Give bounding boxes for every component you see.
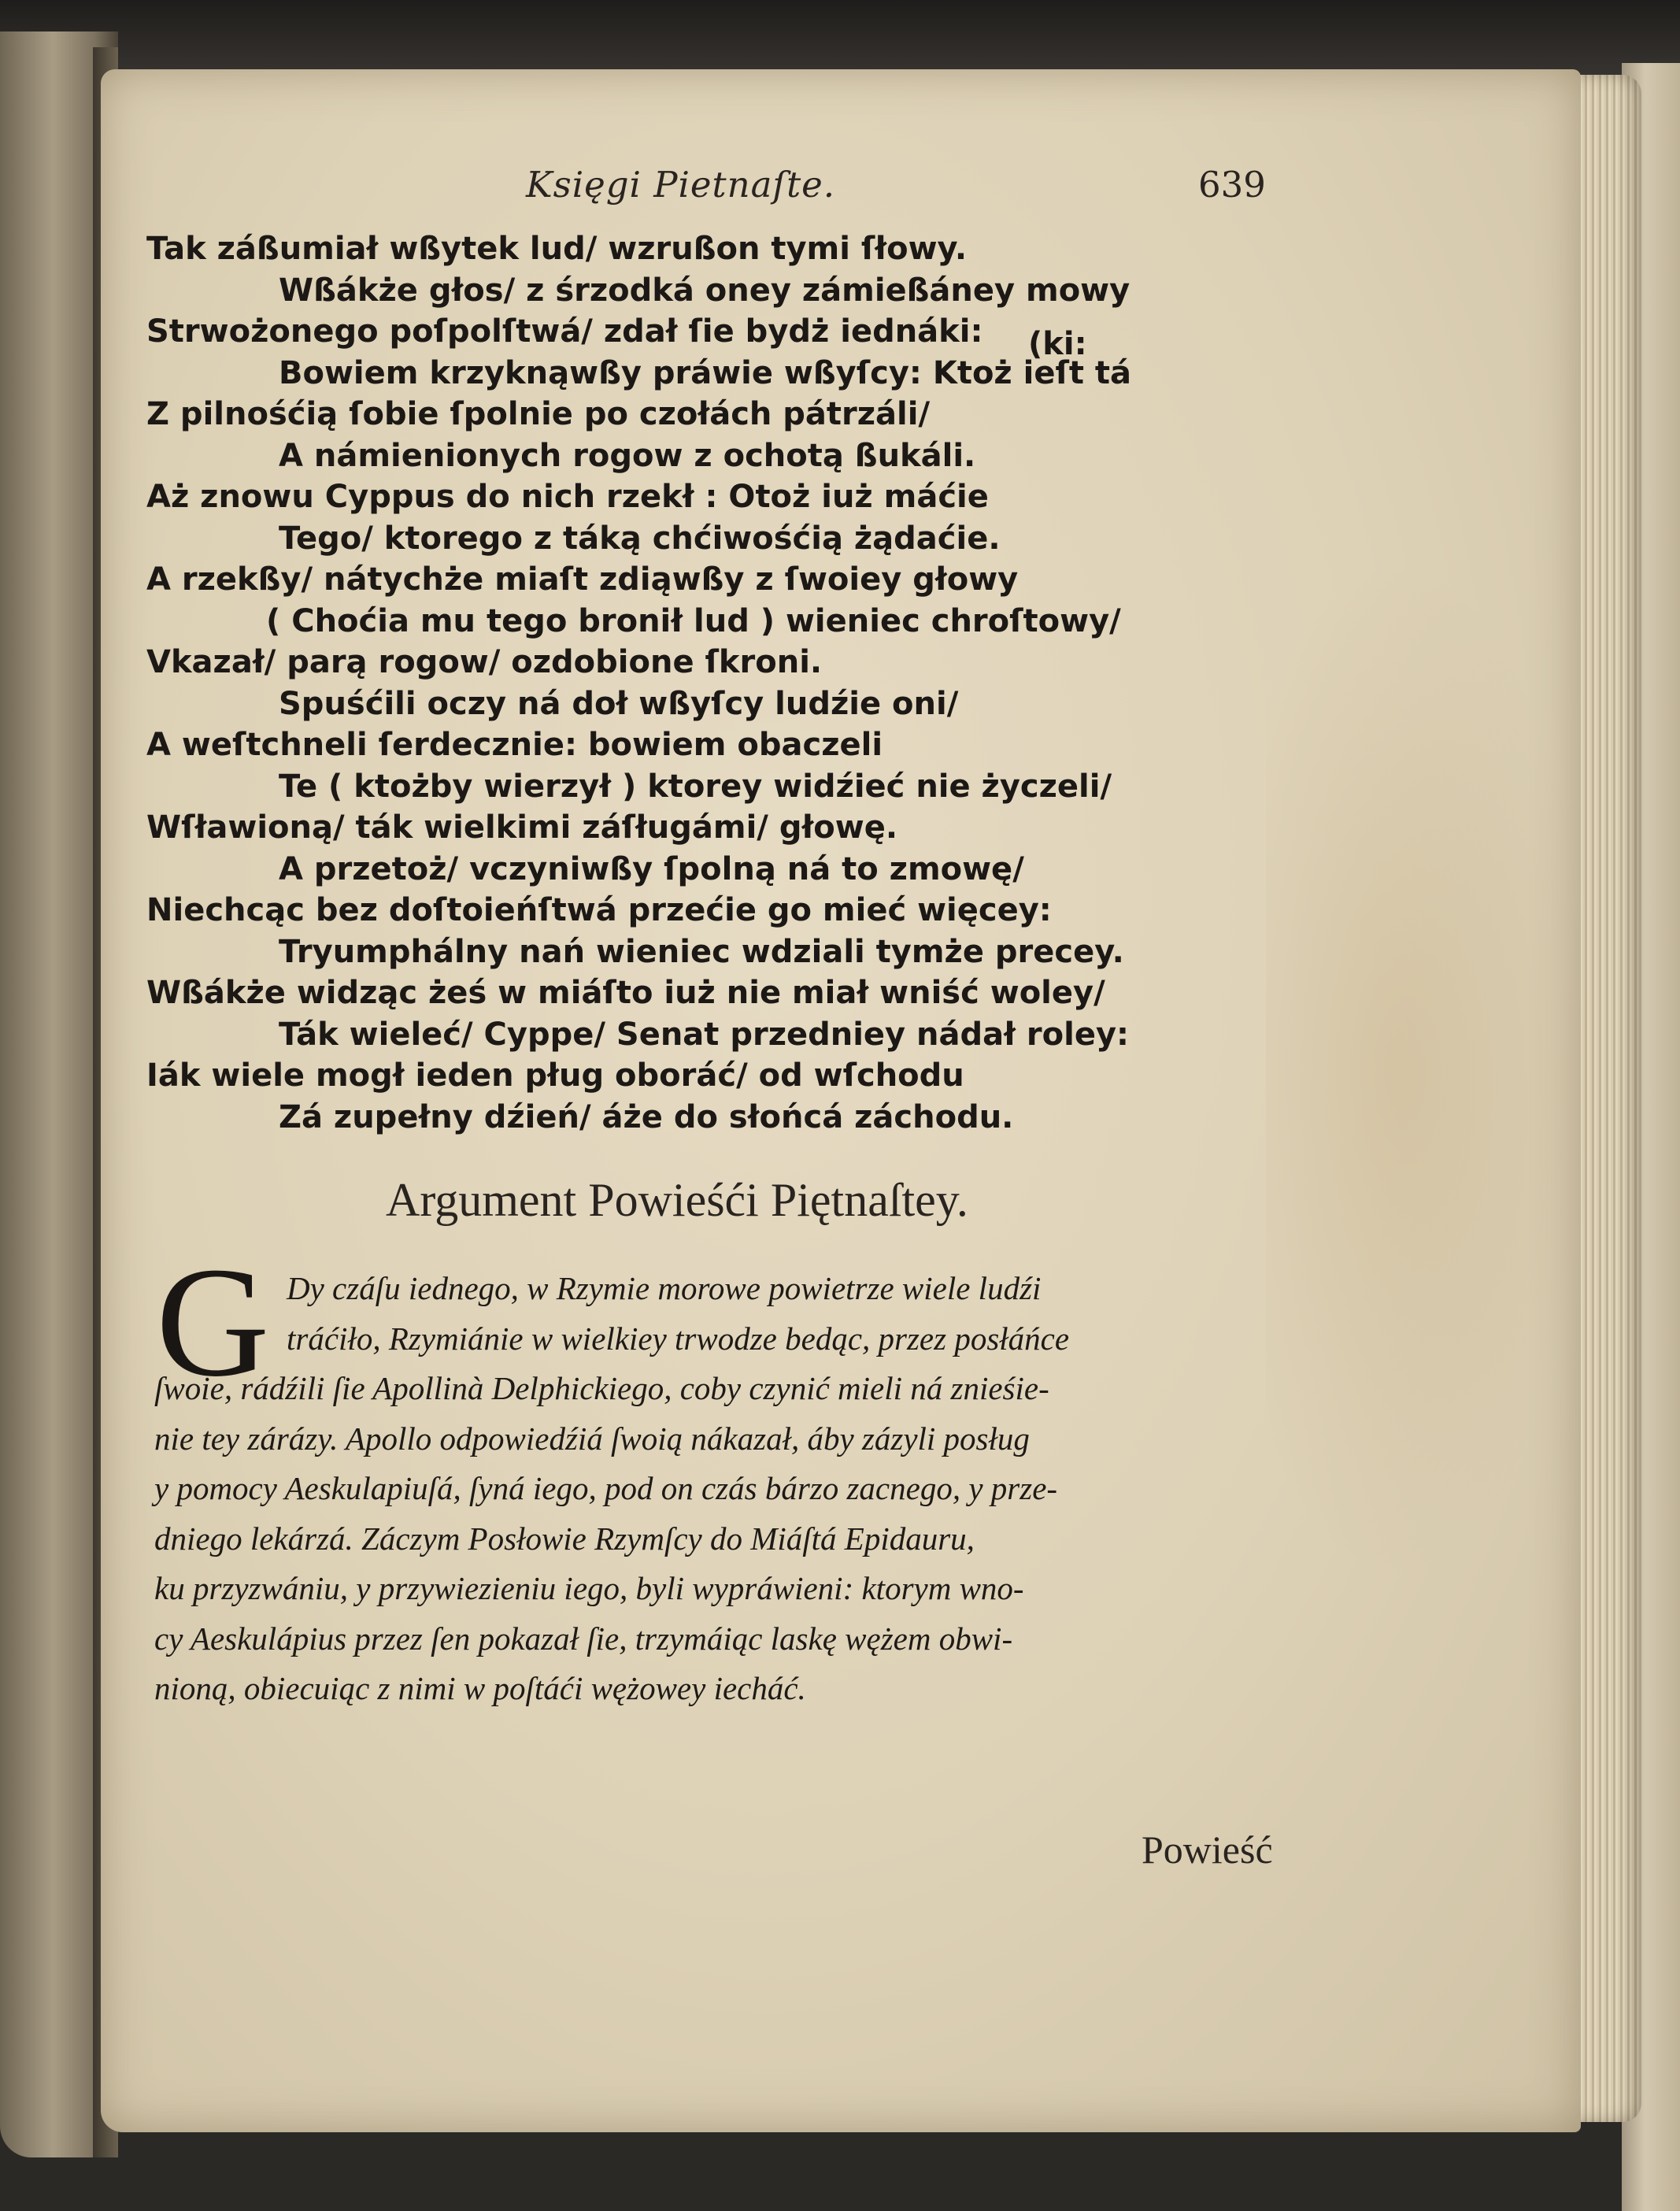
prose-line: ſwoie, rádźili ſie Apollinà Delphickiego, coby czynić mieli ná znieśie- (154, 1370, 1049, 1406)
verse-line: Wſławioną/ ták wielkimi záſługámi/ głowę. (146, 809, 898, 846)
prose-line: y pomocy Aeskulapiuſá, ſyná iego, pod on czás bárzo zacnego, y prze- (154, 1470, 1058, 1506)
verse-line: Wßákże widząc żeś w miáſto iuż nie miał wniść woley/ (146, 975, 1105, 1011)
verse-line: Tak záßumiał wßytek lud/ wzrußon tymi ſłowy. (146, 231, 968, 267)
prose-line: tráćiło, Rzymiánie w wielkiey trwodze bedąc, przez posłáńce (287, 1320, 1070, 1357)
verse-line: Z pilnośćią ſobie ſpolnie po czołách pátrzáli/ (146, 396, 931, 432)
verse-line: ( Choćia mu tego bronił lud ) wieniec chroſtowy/ (266, 602, 1121, 639)
verse-line: A rzekßy/ nátychże miaſt zdiąwßy z ſwoiey głowy (146, 561, 1019, 598)
verse-block (146, 228, 1131, 1138)
section-heading: Argument Powieśći Piętnaſtey. (386, 1174, 968, 1226)
verse-line: A przetoż/ vczyniwßy ſpolną ná to zmowę/ (279, 850, 1024, 887)
verse-line: Spuśćili oczy ná doł wßyſcy ludźie oni/ (279, 685, 959, 722)
verse-line: Vkazał/ parą rogow/ ozdobione ſkroni. (146, 644, 823, 680)
verse-line: Aż znowu Cyppus do nich rzekł : Otoż iuż máćie (146, 479, 989, 515)
verse-line: Tryumphálny nań wieniec wdziali tymże precey. (279, 933, 1124, 970)
running-head: Księgi Pietnaſte. (526, 164, 836, 206)
prose-line: dniego lekárzá. Záczym Posłowie Rzymſcy do Miáſtá Epidauru, (154, 1520, 975, 1557)
verse-line: A weſtchneli ſerdecznie: bowiem obaczeli (146, 727, 883, 763)
catchword: Powieść (1142, 1828, 1273, 1872)
verse-line: Te ( ktożby wierzył ) ktorey widźieć nie życzeli/ (279, 768, 1112, 805)
verse-line: Strwożonego poſpolſtwá/ zdał ſie bydż iednáki: (146, 313, 983, 350)
prose-line: cy Aeskulápius przez ſen pokazał ſie, trzymáiąc laskę wężem obwi- (154, 1620, 1013, 1657)
page-number: 639 (1198, 164, 1266, 206)
verse-line: Niechcąc bez doſtoieńſtwá przećie go mieć więcey: (146, 892, 1052, 928)
verse-line: Bowiem krzyknąwßy práwie wßyſcy: Ktoż ieſt tá (279, 354, 1132, 391)
argument-text (154, 1264, 1319, 1714)
verse-line: Iák wiele mogł ieden pług oboráć/ od wſchodu (146, 1057, 964, 1094)
prose-line: ku przyzwániu, y przywiezieniu iego, byli wypráwieni: ktorym wno- (154, 1570, 1024, 1606)
verse-line: A námienionych rogow z ochotą ßukáli. (279, 437, 976, 474)
prose-line: nioną, obiecuiąc z nimi w poſtáći wężowey iecháć. (154, 1670, 806, 1706)
prose-line: nie tey zárázy. Apollo odpowiedźiá ſwoią nákazał, áby zázyli posług (154, 1420, 1030, 1457)
verse-turnover: (ki: (1028, 326, 1087, 362)
verse-line: Tego/ ktorego z táką chćiwośćią żądaćie. (279, 520, 1001, 557)
verse-line: Zá zupełny dźień/ áże do słońcá záchodu. (279, 1098, 1014, 1135)
prose-line: Dy czáſu iednego, w Rzymie morowe powietrze wiele ludźi (287, 1270, 1042, 1306)
verse-line: Wßákże głos/ z śrzodká oney zámießáney mowy (279, 272, 1130, 309)
drop-cap: G (156, 1235, 270, 1409)
verse-line: Ták wieleć/ Cyppe/ Senat przedniey nádał roley: (279, 1016, 1130, 1053)
